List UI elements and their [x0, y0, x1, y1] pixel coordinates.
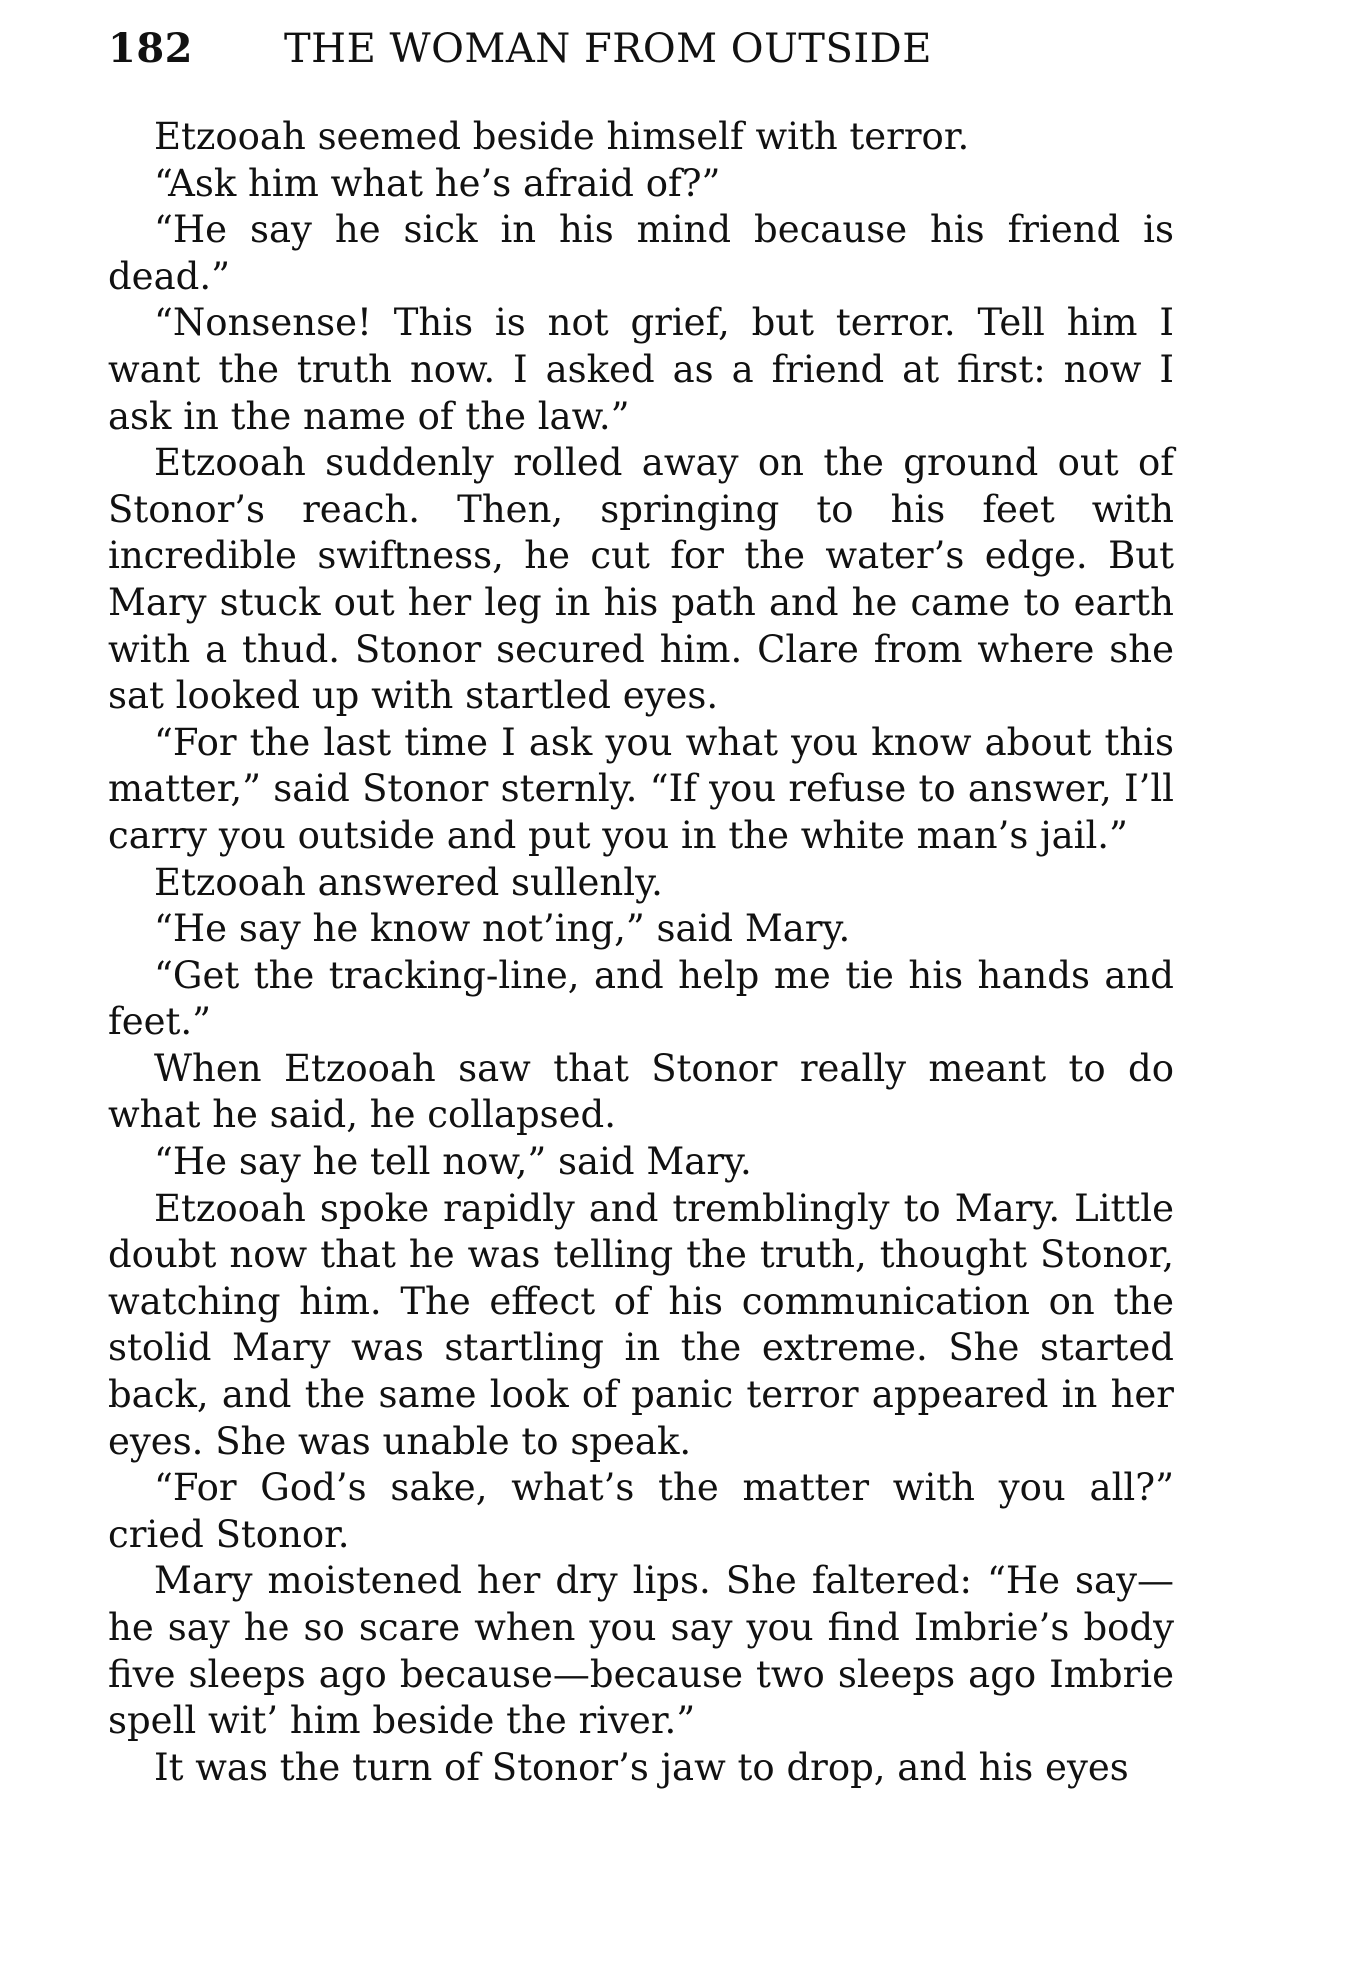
page-header [108, 24, 1258, 74]
running-title: THE WOMAN FROM OUTSIDE [284, 26, 932, 72]
paragraph: “Get the tracking-line, and help me tie his hands and feet.” [108, 953, 1174, 1044]
paragraph: “For the last time I ask you what you know about this matter,” said Stonor sternly. “If you refuse to answer, I’ll carry you outside and put you in the white man’s jail.” [108, 720, 1174, 857]
paragraph: Mary moistened her dry lips. She faltered: “He say—he say he so scare when you say you find Imbrie’s body five sleeps ago because—because two sleeps ago Imbrie spell wit’ him beside the river.” [108, 1559, 1174, 1743]
paragraph: “For God’s sake, what’s the matter with you all?” cried Stonor. [108, 1466, 1174, 1556]
page-number: 182 [108, 25, 193, 72]
paragraph: “Nonsense! This is not grief, but terror. Tell him I want the truth now. I asked as a friend at first: now I ask in the name of the law.” [108, 301, 1174, 438]
paragraph: “He say he sick in his mind because his friend is dead.” [108, 208, 1174, 298]
paragraph: It was the turn of Stonor’s jaw to drop, and his eyes [154, 1745, 1129, 1789]
paragraph: Etzooah seemed beside himself with terror. [154, 115, 970, 158]
body-text [108, 114, 1174, 1791]
paragraph: Etzooah suddenly rolled away on the ground out of Stonor’s reach. Then, springing to his feet with incredible swiftness, he cut for the water’s edge. But Mary stuck out her leg in his path and he came to earth with a thud. Stonor secured him. Clare from where she sat looked up with startled eyes. [108, 441, 1174, 718]
paragraph: “He say he know not’ing,” said Mary. [154, 907, 851, 951]
paragraph: Etzooah answered sullenly. [154, 860, 663, 904]
paragraph: “Ask him what he’s afraid of?” [154, 161, 721, 205]
paragraph: When Etzooah saw that Stonor really meant to do what he said, he collapsed. [108, 1046, 1174, 1137]
paragraph: Etzooah spoke rapidly and tremblingly to Mary. Little doubt now that he was telling the truth, thought Stonor, watching him. The effect of his communication on the stolid Mary was startling in the extreme. She started back, and the same look of panic terror appeared in her eyes. She was unable to speak. [108, 1186, 1174, 1463]
paragraph: “He say he tell now,” said Mary. [154, 1140, 752, 1184]
